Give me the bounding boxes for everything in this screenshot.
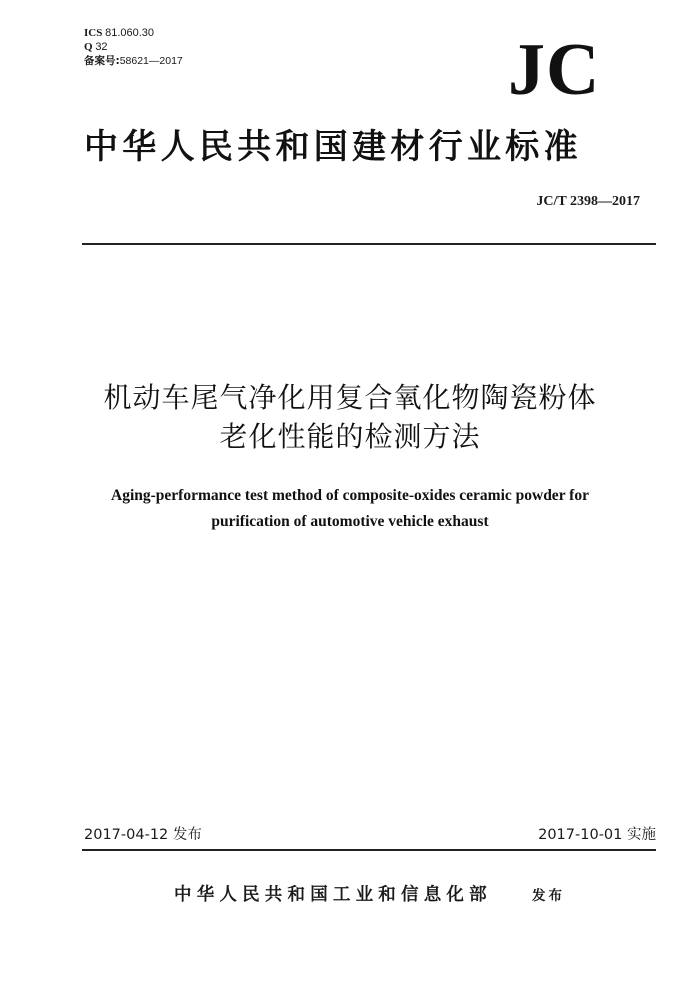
english-title-line1: Aging-performance test method of composite-oxides ceramic powder for <box>111 487 589 504</box>
publisher-suffix: 发布 <box>532 888 565 904</box>
record-number <box>84 55 183 68</box>
standard-category-title: 中华人民共和国建材行业标准 <box>84 127 582 167</box>
record-value: 58621—2017 <box>119 55 183 67</box>
document-title-line2: 老化性能的检测方法 <box>219 420 481 453</box>
issue-date: 2017-04-12 发布 <box>84 827 202 843</box>
ics-number <box>84 27 154 40</box>
top-divider <box>82 243 656 245</box>
implementation-date: 2017-10-01 实施 <box>538 827 656 843</box>
ccs-value: 32 <box>95 41 108 53</box>
jc-logo: JC <box>508 29 601 111</box>
ics-value: 81.060.30 <box>105 27 155 39</box>
standard-code: JC/T 2398—2017 <box>536 194 640 209</box>
bottom-divider <box>82 849 656 851</box>
english-title-line2: purification of automotive vehicle exhaust <box>211 513 489 530</box>
ccs-label: Q <box>84 41 93 53</box>
ics-label: ICS <box>84 27 103 39</box>
publisher-name: 中华人民共和国工业和信息化部 <box>174 885 492 905</box>
ccs-number <box>84 41 108 54</box>
record-label: 备案号: <box>84 55 120 67</box>
document-title-line1: 机动车尾气净化用复合氧化物陶瓷粉体 <box>103 381 597 414</box>
